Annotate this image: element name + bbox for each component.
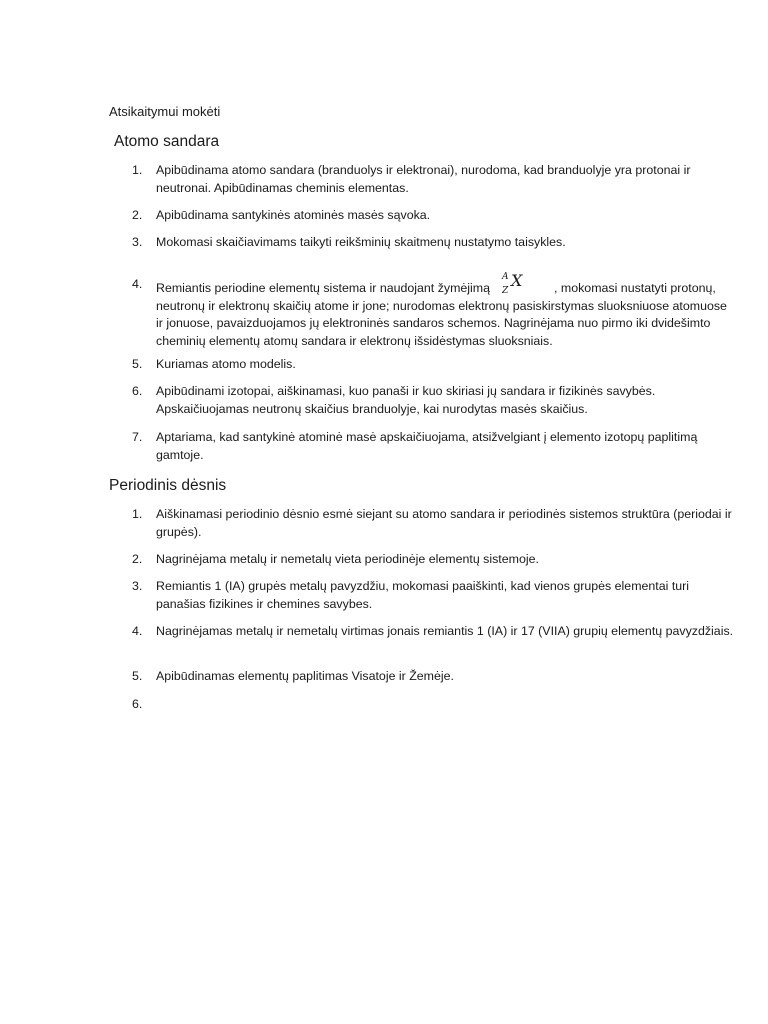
- item-text: Kuriamas atomo modelis.: [156, 357, 296, 371]
- item-text: Apibūdinama santykinės atominės masės sąvoka.: [156, 208, 431, 222]
- item-number: 3.: [132, 235, 143, 249]
- mass-number-symbol: A: [502, 272, 509, 282]
- item-text: Aiškinamasi periodinio dėsnio esmė siejant su atomo sandara ir periodinės sistemos struktūra (periodai ir grupės).: [156, 507, 732, 539]
- item-text: Nagrinėjamas metalų ir nemetalų virtimas jonais remiantis 1 (IA) ir 17 (VIIA) grupių elementų pavyzdžiais.: [156, 624, 734, 638]
- item-text: Apibūdinama atomo sandara (branduolys ir elektronai), nurodoma, kad branduolyje yra protonai ir neutronai. Apibūdinamas cheminis elementas.: [156, 163, 691, 195]
- item-number: 4.: [132, 277, 143, 291]
- element-symbol: X: [511, 271, 523, 290]
- item-text: Apibūdinamas elementų paplitimas Visatoje ir Žemėje.: [156, 669, 454, 683]
- isotope-notation: [502, 271, 548, 296]
- item-text: Remiantis 1 (IA) grupės metalų pavyzdžiu, mokomasi paaiškinti, kad vienos grupės elementai turi panašias fizikines ir chemines savybes.: [156, 579, 690, 611]
- item-text: Nagrinėjama metalų ir nemetalų vieta periodinėje elementų sistemoje.: [156, 552, 539, 566]
- atomic-number-symbol: Z: [502, 286, 509, 296]
- item-text-before: Remiantis periodine elementų sistema ir naudojant žymėjimą: [156, 281, 491, 295]
- item-text: [156, 271, 736, 350]
- item-number: 7.: [132, 430, 143, 444]
- item-number: 1.: [132, 507, 143, 521]
- intro-text: Atsikaitymui mokėti: [109, 104, 221, 119]
- item-text: Mokomasi skaičiavimams taikyti reikšminių skaitmenų nustatymo taisykles.: [156, 235, 566, 249]
- section-title-periodinis-desnis: Periodinis dėsnis: [109, 477, 227, 494]
- item-number: 5.: [132, 669, 143, 683]
- item-number: 5.: [132, 357, 143, 371]
- item-number: 6.: [132, 384, 143, 398]
- section-title-atomo-sandara: Atomo sandara: [114, 133, 220, 150]
- item-text: Apibūdinami izotopai, aiškinamasi, kuo panaši ir kuo skiriasi jų sandara ir fizikinės savybės. Apskaičiuojamas neutronų skaičius branduolyje, kai nurodytas masės skaičius.: [156, 384, 656, 416]
- item-number: 4.: [132, 624, 143, 638]
- item-number: 6.: [132, 697, 143, 711]
- item-text: Aptariama, kad santykinė atominė masė apskaičiuojama, atsižvelgiant į elemento izotopų paplitimą gamtoje.: [156, 430, 698, 462]
- item-text-after: , mokomasi nustatyti protonų, neutronų ir elektronų skaičių atome ir jone; nurodomas elektronų pasiskirstymas sluoksniuose atomuose ir jonuose, pavaizduojamos jų elektroninės sandaros schemos. Nagrinėjama nuo pirmo iki dvidešimto cheminių elementų atomų sandara ir elektronų išsidėstymas sluoksniais.: [156, 281, 727, 348]
- item-number: 2.: [132, 552, 143, 566]
- item-number: 3.: [132, 579, 143, 593]
- item-number: 2.: [132, 208, 143, 222]
- item-number: 1.: [132, 163, 143, 177]
